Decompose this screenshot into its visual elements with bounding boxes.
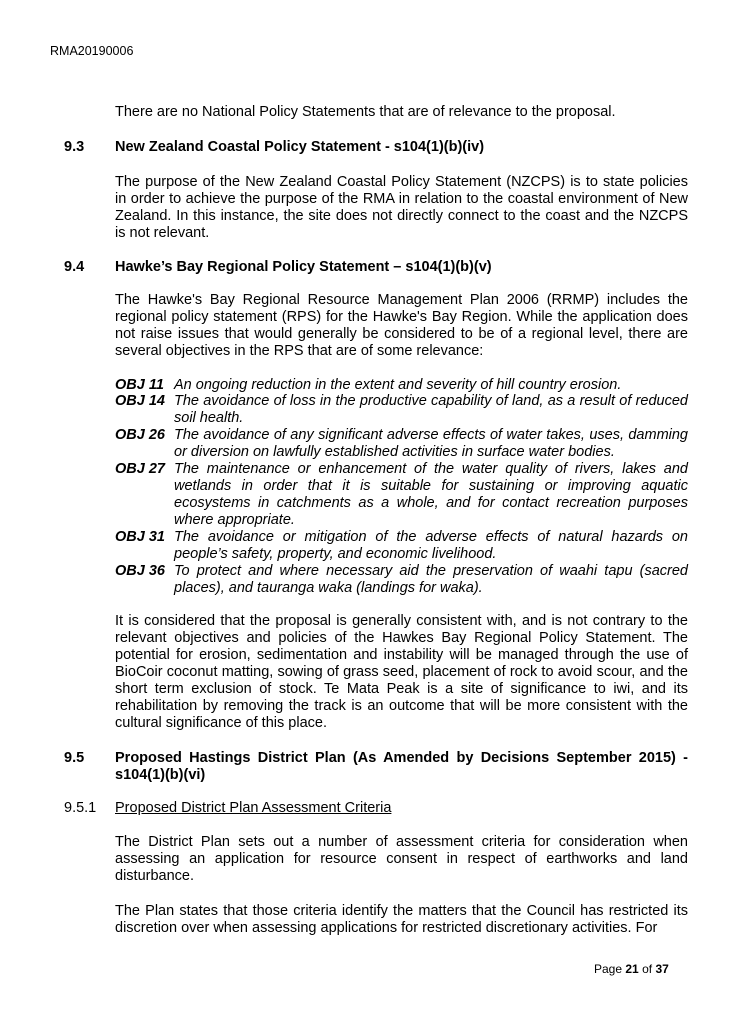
page-label: Page <box>594 962 623 976</box>
page-footer <box>594 962 669 976</box>
section-9-5-body-2: The Plan states that those criteria identify the matters that the Council has restricted its discretion over when assessing applications for restricted discretionary activities. For <box>115 903 688 936</box>
page-total: 37 <box>655 962 669 976</box>
section-9-5-number: 9.5 <box>64 750 85 766</box>
of-label: of <box>642 962 653 976</box>
objective-code: OBJ 14 <box>115 393 165 409</box>
objective-text: The avoidance of any significant adverse effects of water takes, uses, damming or diversion on lawfully established activities in surface water bodies. <box>174 427 688 460</box>
section-9-5-body-1: The District Plan sets out a number of assessment criteria for consideration when assessing an application for resource consent in respect of earthworks and land disturbance. <box>115 834 688 884</box>
objective-code: OBJ 27 <box>115 461 165 477</box>
section-9-3-body: The purpose of the New Zealand Coastal Policy Statement (NZCPS) is to state policies in order to achieve the purpose of the RMA in relation to the coastal environment of New Zealand. In this instance, the site does not directly connect to the coast and the NZCPS is not relevant. <box>115 174 688 241</box>
objective-text: To protect and where necessary aid the preservation of waahi tapu (sacred places), and tauranga waka (landings for waka). <box>174 563 688 596</box>
objective-text: The avoidance of loss in the productive capability of land, as a result of reduced soil health. <box>174 393 688 426</box>
section-9-3-number: 9.3 <box>64 139 85 155</box>
objective-code: OBJ 31 <box>115 529 165 545</box>
section-9-4-body: The Hawke's Bay Regional Resource Management Plan 2006 (RRMP) includes the regional policy statement (RPS) for the Hawke's Bay Region. While the application does not raise issues that would generally be considered to be of a regional level, there are several objectives in the RPS that are of some relevance: <box>115 292 688 359</box>
subsection-9-5-1-number: 9.5.1 <box>64 800 97 816</box>
section-9-4-title: Hawke’s Bay Regional Policy Statement – s104(1)(b)(v) <box>115 259 492 275</box>
objective-code: OBJ 36 <box>115 563 165 579</box>
objective-text: An ongoing reduction in the extent and severity of hill country erosion. <box>174 377 622 393</box>
objective-text: The maintenance or enhancement of the water quality of rivers, lakes and wetlands in order that it is suitable for sustaining or improving aquatic ecosystems in catchments as a whole, and for contact recreation purposes where appropriate. <box>174 461 688 528</box>
section-9-4-number: 9.4 <box>64 259 85 275</box>
intro-paragraph: There are no National Policy Statements that are of relevance to the proposal. <box>115 104 616 120</box>
section-9-3-title: New Zealand Coastal Policy Statement - s104(1)(b)(iv) <box>115 139 485 155</box>
objective-code: OBJ 11 <box>115 377 164 393</box>
page-number: 21 <box>625 962 639 976</box>
objective-text: The avoidance or mitigation of the adverse effects of natural hazards on people’s safety, property, and economic livelihood. <box>174 529 688 562</box>
objective-code: OBJ 26 <box>115 427 165 443</box>
section-9-5-title: Proposed Hastings District Plan (As Amended by Decisions September 2015) - s104(1)(b)(vi) <box>115 750 688 783</box>
section-9-4-conclusion: It is considered that the proposal is generally consistent with, and is not contrary to the relevant objectives and policies of the Hawkes Bay Regional Policy Statement. The potential for erosion, sedimentation and instability will be managed through the use of BioCoir coconut matting, sowing of grass seed, placement of rock to avoid scour, and the short term exclusion of stock. Te Mata Peak is a site of significance to iwi, and its rehabilitation by removing the track is an outcome that will be more consistent with the cultural significance of this place. <box>115 613 688 731</box>
document-reference: RMA20190006 <box>50 44 134 58</box>
subsection-9-5-1-title: Proposed District Plan Assessment Criteria <box>115 800 392 816</box>
